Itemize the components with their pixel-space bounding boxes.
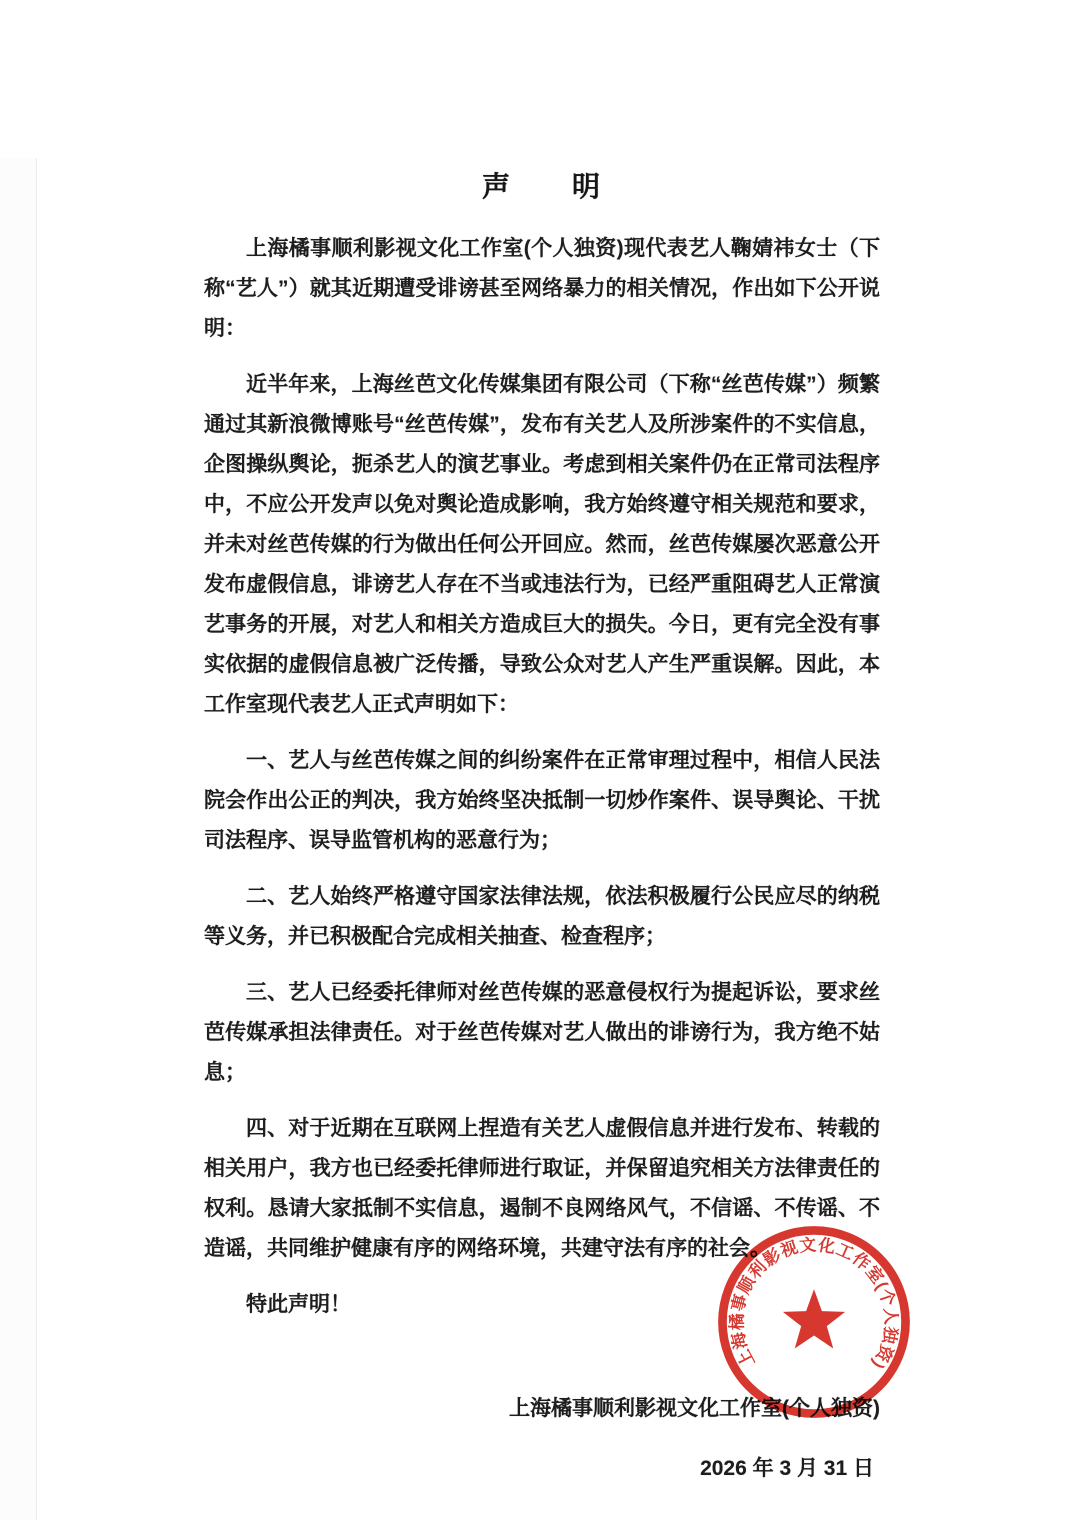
scan-edge-line xyxy=(36,158,37,1520)
paragraph-intro: 上海橘事顺利影视文化工作室(个人独资)现代表艺人鞠婧祎女士（下称“艺人”）就其近期遭受诽谤甚至网络暴力的相关情况，作出如下公开说明： xyxy=(204,237,880,340)
date-line: 2026 年 3 月 31 日 xyxy=(700,1457,874,1480)
closing-statement: 特此声明！ xyxy=(246,1293,351,1316)
signature-block xyxy=(204,1389,880,1489)
paragraph-item-3: 三、艺人已经委托律师对丝芭传媒的恶意侵权行为提起诉讼，要求丝芭传媒承担法律责任。对于丝芭传媒对艺人做出的诽谤行为，我方绝不姑息； xyxy=(204,981,880,1084)
statement-document xyxy=(204,165,880,1489)
paragraph-item-2: 二、艺人始终严格遵守国家法律法规，依法积极履行公民应尽的纳税等义务，并已积极配合完成相关抽查、检查程序； xyxy=(204,885,880,948)
scan-margin-strip xyxy=(0,158,36,1520)
paragraph-item-4: 四、对于近期在互联网上捏造有关艺人虚假信息并进行发布、转载的相关用户，我方也已经委托律师进行取证，并保留追究相关方法律责任的权利。恳请大家抵制不实信息，遏制不良网络风气，不信谣、不传谣、不造谣，共同维护健康有序的网络环境，共建守法有序的社会。 xyxy=(204,1117,880,1260)
document-title: 声 明 xyxy=(481,171,602,202)
paragraph-background: 近半年来，上海丝芭文化传媒集团有限公司（下称“丝芭传媒”）频繁通过其新浪微博账号“丝芭传媒”，发布有关艺人及所涉案件的不实信息，企图操纵舆论，扼杀艺人的演艺事业。考虑到相关案件仍在正常司法程序中，不应公开发声以免对舆论造成影响，我方始终遵守相关规范和要求，并未对丝芭传媒的行为做出任何公开回应。然而，丝芭传媒屡次恶意公开发布虚假信息，诽谤艺人存在不当或违法行为，已经严重阻碍艺人正常演艺事务的开展，对艺人和相关方造成巨大的损失。今日，更有完全没有事实依据的虚假信息被广泛传播，导致公众对艺人产生严重误解。因此，本工作室现代表艺人正式声明如下： xyxy=(204,373,880,716)
paragraph-item-1: 一、艺人与丝芭传媒之间的纠纷案件在正常审理过程中，相信人民法院会作出公正的判决，我方始终坚决抵制一切炒作案件、误导舆论、干扰司法程序、误导监管机构的恶意行为； xyxy=(204,749,880,852)
seal-ring-text: 上海橘事顺利影视文化工作室(个人独资) xyxy=(727,1235,901,1373)
signature-line: 上海橘事顺利影视文化工作室(个人独资) xyxy=(509,1397,880,1420)
